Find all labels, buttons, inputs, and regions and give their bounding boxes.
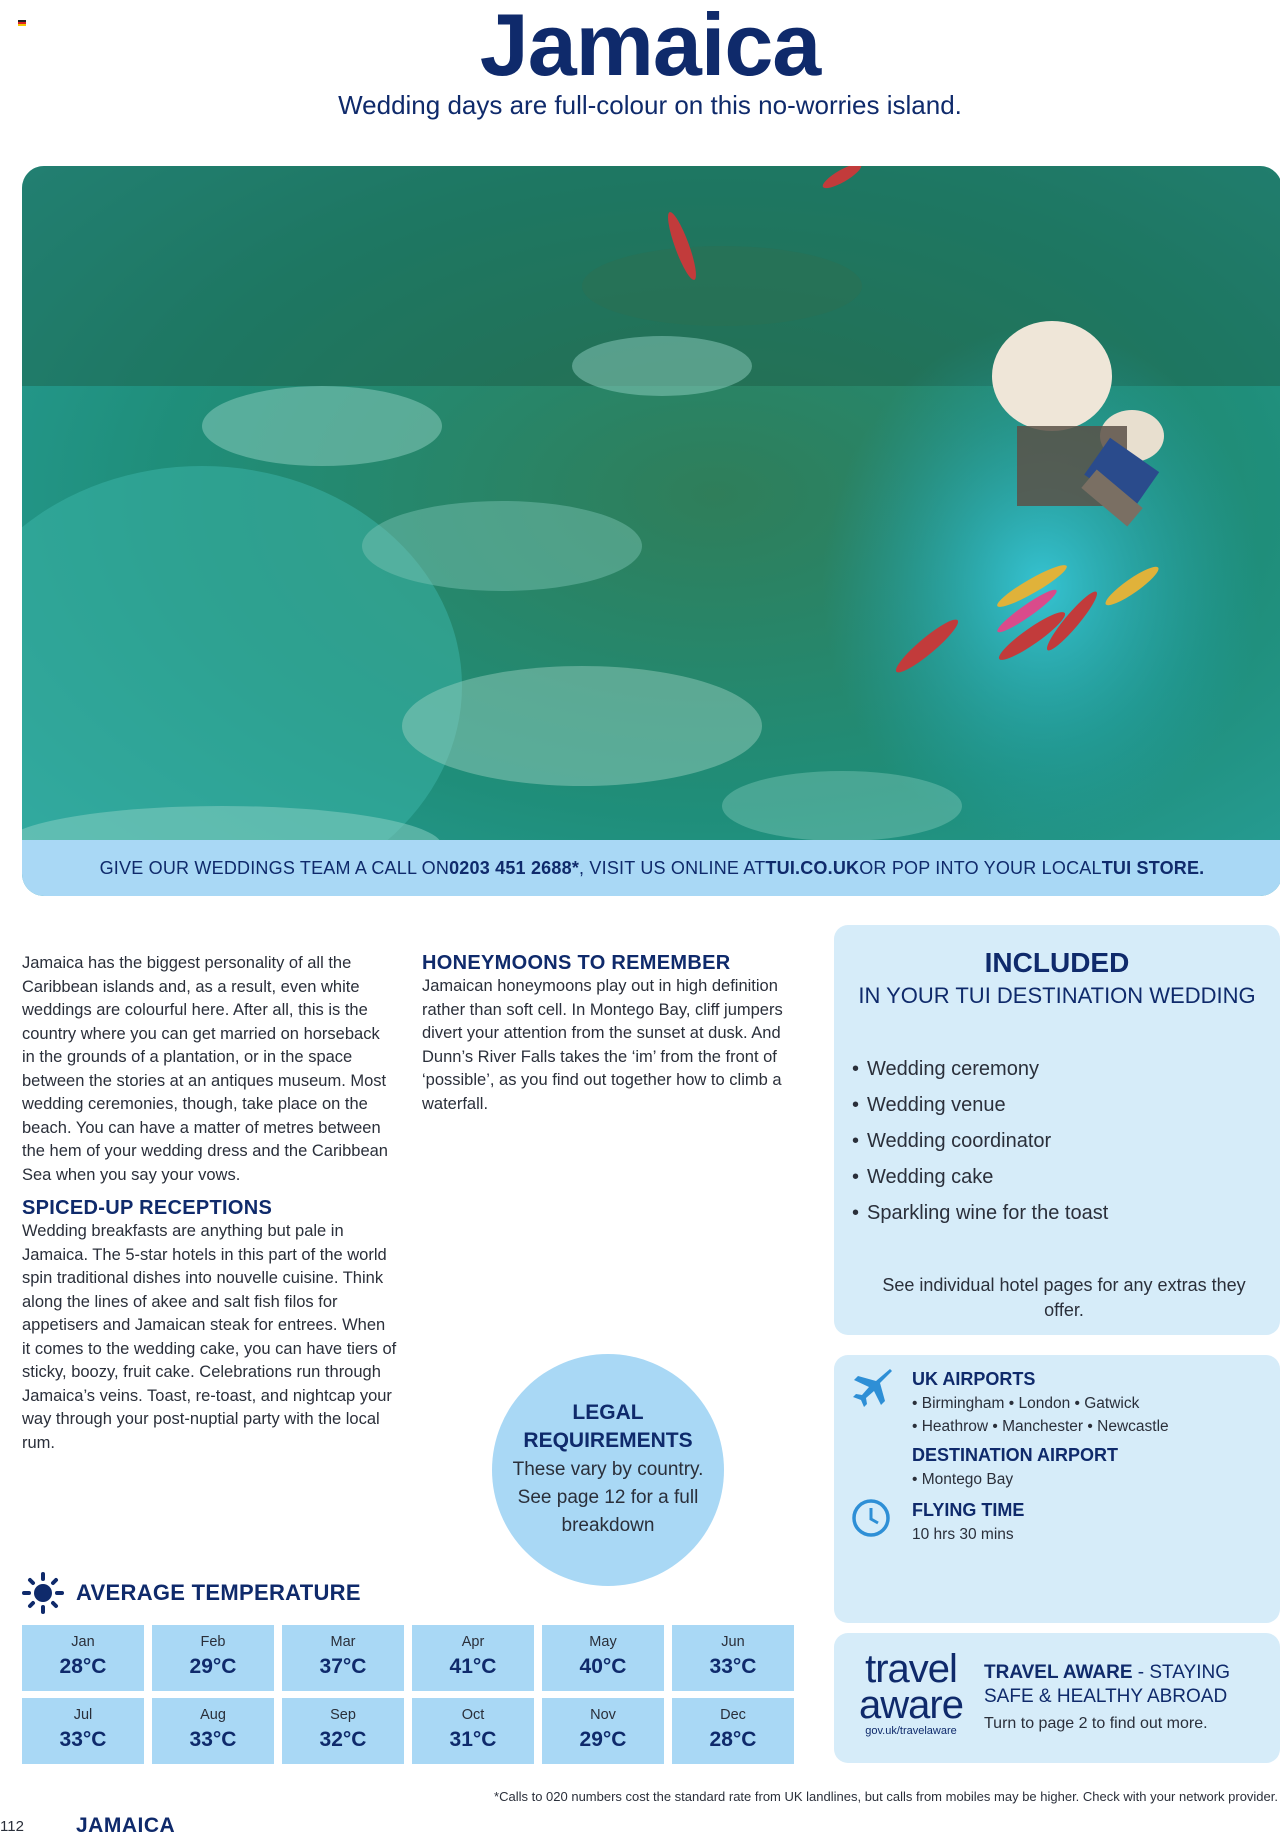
logo-word-travel: travel (865, 1647, 957, 1691)
receptions-paragraph: Wedding breakfasts are anything but pale in Jamaica. The 5-star hotels in this part of the world spin traditional dishes into nouvelle cuisine. Think along the lines of akee and salt fish filos for appetisers and Jamaican steak for entrees. When it comes to the wedding cake, you can have tiers of sticky, boozy, fruit cake. Celebrations run through Jamaica’s veins. Toast, re-toast, and nightcap your way through your post-nuptial party with the local rum. (22, 1222, 397, 1452)
temp-value: 37°C (319, 1655, 367, 1678)
month-label: Dec (720, 1707, 746, 1723)
temp-value: 32°C (319, 1728, 367, 1751)
temp-cell-feb (152, 1625, 274, 1691)
month-label: Sep (330, 1707, 356, 1723)
sun-icon (22, 1572, 64, 1614)
honeymoon-column (422, 952, 797, 1116)
legal-requirements-badge (492, 1354, 724, 1586)
temp-cell-sep (282, 1698, 404, 1764)
travel-aware-heading (984, 1661, 1274, 1709)
flying-time-value: 10 hrs 30 mins (912, 1526, 1014, 1543)
footnote: *Calls to 020 numbers cost the standard rate from UK landlines, but calls from mobiles may be higher. Check with your network provider. (494, 1789, 1278, 1804)
logo-url[interactable]: gov.uk/travelaware (865, 1725, 957, 1737)
month-label: Jun (721, 1634, 745, 1650)
month-label: Oct (461, 1707, 485, 1723)
temp-cell-mar (282, 1625, 404, 1691)
included-note: See individual hotel pages for any extras they offer. (882, 1275, 1246, 1320)
month-label: May (589, 1634, 617, 1650)
temp-value: 33°C (59, 1728, 107, 1751)
travel-aware-bold: TRAVEL AWARE (984, 1662, 1133, 1683)
travel-aware-panel (834, 1633, 1280, 1763)
list-item: • Wedding venue (852, 1087, 1108, 1123)
uk-airports-line-1: • Birmingham • London • Gatwick (912, 1395, 1140, 1412)
included-panel (834, 925, 1280, 1335)
hero-photo (22, 166, 1280, 896)
temp-value: 28°C (709, 1728, 757, 1751)
temperature-header (22, 1572, 361, 1614)
temp-cell-may (542, 1625, 664, 1691)
temp-cell-oct (412, 1698, 534, 1764)
month-label: Apr (461, 1634, 485, 1650)
temp-cell-nov (542, 1698, 664, 1764)
temp-value: 33°C (189, 1728, 237, 1751)
store-link[interactable]: TUI STORE. (1101, 857, 1205, 878)
temp-cell-apr (412, 1625, 534, 1691)
travel-aware-text: Turn to page 2 to find out more. (984, 1715, 1208, 1732)
temp-cell-jun (672, 1625, 794, 1691)
list-item: • Wedding coordinator (852, 1123, 1108, 1159)
temp-value: 40°C (579, 1655, 627, 1678)
cta-text-2: , VISIT US ONLINE AT (579, 857, 766, 878)
cta-text-3: OR POP INTO YOUR LOCAL (859, 857, 1102, 878)
list-item: • Wedding cake (852, 1159, 1108, 1195)
page-subtitle: Wedding days are full-colour on this no-worries island. (338, 90, 962, 120)
uk-airports-line-2: • Heathrow • Manchester • Newcastle (912, 1418, 1169, 1435)
intro-column (22, 952, 397, 1455)
destination-airport-value: • Montego Bay (912, 1471, 1014, 1488)
destination-airport-heading: DESTINATION AIRPORT (912, 1445, 1118, 1465)
temp-cell-dec (672, 1698, 794, 1764)
temp-cell-jul (22, 1698, 144, 1764)
website-link[interactable]: TUI.CO.UK (765, 857, 860, 878)
temp-value: 41°C (449, 1655, 497, 1678)
page-number: 112 (0, 1818, 24, 1835)
receptions-heading: SPICED-UP RECEPTIONS (22, 1197, 273, 1219)
included-list (852, 1051, 1108, 1231)
travel-aware-rest: - STAYING SAFE & HEALTHY ABROAD (984, 1662, 1230, 1707)
month-label: Aug (200, 1707, 226, 1723)
honeymoons-heading: HONEYMOONS TO REMEMBER (422, 952, 731, 974)
temp-value: 28°C (59, 1655, 107, 1678)
page-title: Jamaica (479, 0, 821, 94)
month-label: Mar (330, 1634, 356, 1650)
temp-value: 33°C (709, 1655, 757, 1678)
list-item: • Sparkling wine for the toast (852, 1195, 1108, 1231)
legal-title: LEGAL REQUIREMENTS (523, 1401, 693, 1452)
temp-value: 31°C (449, 1728, 497, 1751)
phone-number[interactable]: 0203 451 2688* (449, 857, 580, 878)
flight-info-panel (834, 1355, 1280, 1623)
airplane-icon (850, 1363, 894, 1407)
logo-word-aware: aware (859, 1683, 963, 1727)
included-title: INCLUDED (984, 947, 1130, 978)
intro-paragraph: Jamaica has the biggest personality of all the Caribbean islands and, as a result, even white weddings are colourful here. After all, this is the country where you can get married on horseback in the grounds of a plantation, or in the space between the stories at an antiques museum. Most wedding ceremonies, though, take place on the beach. You can have a matter of metres between the hem of your wedding dress and the Caribbean Sea when you say your vows. (22, 954, 388, 1184)
clock-icon (850, 1497, 892, 1539)
month-label: Jan (71, 1634, 95, 1650)
temp-cell-jan (22, 1625, 144, 1691)
temp-value: 29°C (189, 1655, 237, 1678)
footer-section-title: JAMAICA (76, 1814, 176, 1837)
month-label: Feb (200, 1634, 226, 1650)
temp-value: 29°C (579, 1728, 627, 1751)
contact-banner (22, 840, 1280, 896)
legal-text: These vary by country. See page 12 for a full breakdown (512, 1459, 704, 1536)
honeymoons-paragraph: Jamaican honeymoons play out in high definition rather than soft cell. In Montego Bay, cliff jumpers divert your attention from the sunset at dusk. And Dunn’s River Falls takes the ‘im’ from the front of ‘possible’, as you find out together how to climb a waterfall. (422, 977, 783, 1113)
uk-airports-heading: UK AIRPORTS (912, 1369, 1036, 1389)
month-label: Jul (73, 1707, 93, 1723)
included-subtitle: IN YOUR TUI DESTINATION WEDDING (858, 983, 1256, 1008)
temp-cell-aug (152, 1698, 274, 1764)
flying-time-heading: FLYING TIME (912, 1500, 1025, 1520)
month-label: Nov (590, 1707, 616, 1723)
temperature-title: AVERAGE TEMPERATURE (76, 1580, 361, 1605)
list-item: • Wedding ceremony (852, 1051, 1108, 1087)
travel-aware-logo (856, 1647, 966, 1739)
aerial-lagoon-image (22, 166, 1280, 896)
cta-text-1: GIVE OUR WEDDINGS TEAM A CALL ON (99, 857, 450, 878)
